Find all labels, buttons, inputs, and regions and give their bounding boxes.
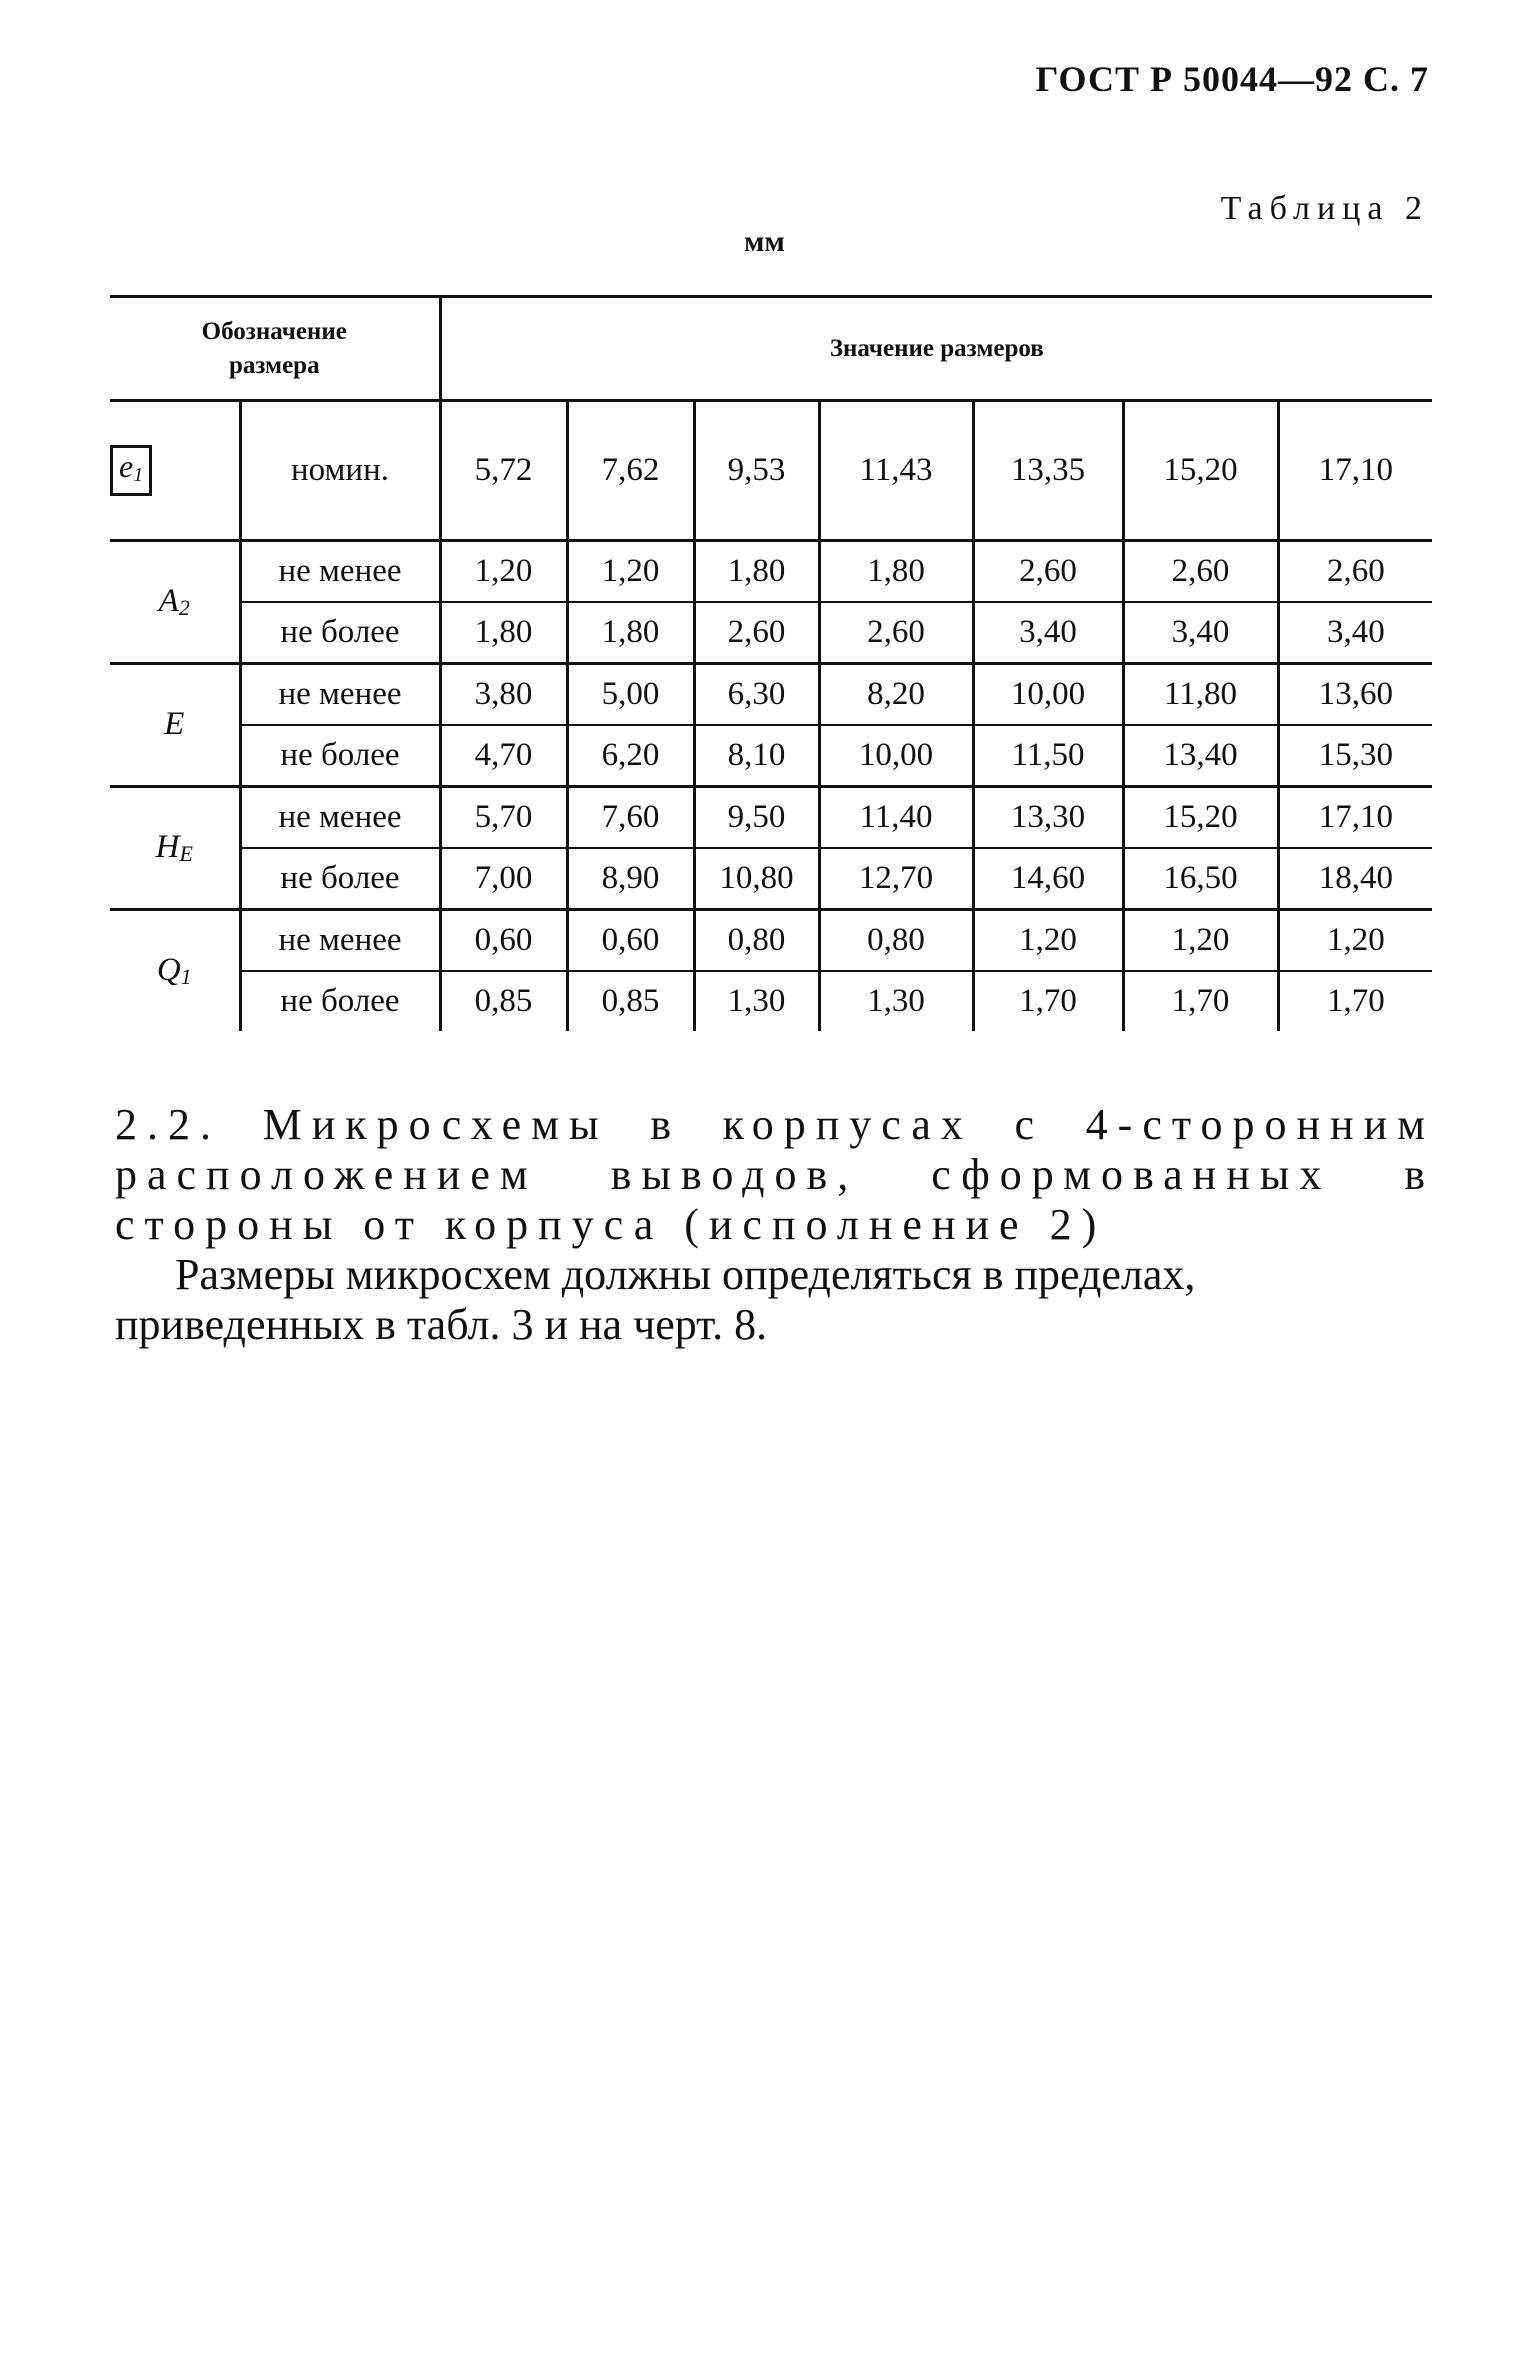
min-value: 11,80 xyxy=(1123,664,1278,726)
max-value: 0,85 xyxy=(440,971,567,1031)
max-value: 1,30 xyxy=(819,971,973,1031)
limit-label-max: не более xyxy=(240,725,440,787)
nominal-value: 11,43 xyxy=(819,401,973,541)
min-value: 5,00 xyxy=(567,664,694,726)
min-value: 0,80 xyxy=(694,910,819,972)
max-value: 1,70 xyxy=(973,971,1123,1031)
max-value: 18,40 xyxy=(1278,848,1432,910)
min-value: 1,20 xyxy=(567,541,694,603)
dimensions-table xyxy=(110,295,1432,1031)
min-value: 13,60 xyxy=(1278,664,1432,726)
max-value: 1,30 xyxy=(694,971,819,1031)
min-value: 2,60 xyxy=(1123,541,1278,603)
min-value: 1,20 xyxy=(973,910,1123,972)
max-value: 10,80 xyxy=(694,848,819,910)
min-value: 2,60 xyxy=(1278,541,1432,603)
nominal-value: 9,53 xyxy=(694,401,819,541)
nominal-label: номин. xyxy=(240,401,440,541)
max-value: 7,00 xyxy=(440,848,567,910)
min-value: 1,80 xyxy=(819,541,973,603)
max-value: 8,10 xyxy=(694,725,819,787)
max-value: 1,80 xyxy=(440,602,567,664)
table-row xyxy=(110,602,1432,664)
min-value: 13,30 xyxy=(973,787,1123,849)
max-value: 8,90 xyxy=(567,848,694,910)
min-value: 5,70 xyxy=(440,787,567,849)
max-value: 13,40 xyxy=(1123,725,1278,787)
table-row xyxy=(110,787,1432,849)
min-value: 11,40 xyxy=(819,787,973,849)
min-value: 8,20 xyxy=(819,664,973,726)
nominal-value: 15,20 xyxy=(1123,401,1278,541)
limit-label-max: не более xyxy=(240,971,440,1031)
nominal-value: 17,10 xyxy=(1278,401,1432,541)
max-value: 4,70 xyxy=(440,725,567,787)
header-values: Значение размеров xyxy=(440,297,1432,401)
min-value: 0,60 xyxy=(440,910,567,972)
max-value: 16,50 xyxy=(1123,848,1278,910)
nominal-row xyxy=(110,401,1432,541)
max-value: 1,70 xyxy=(1123,971,1278,1031)
max-value: 11,50 xyxy=(973,725,1123,787)
table-row xyxy=(110,664,1432,726)
min-value: 10,00 xyxy=(973,664,1123,726)
nominal-value: 5,72 xyxy=(440,401,567,541)
min-value: 0,60 xyxy=(567,910,694,972)
dimension-symbol: $H_E$ xyxy=(110,787,240,910)
max-value: 10,00 xyxy=(819,725,973,787)
min-value: 1,80 xyxy=(694,541,819,603)
table-title: Таблица 2 xyxy=(1220,190,1429,227)
max-value: 2,60 xyxy=(694,602,819,664)
section-body: Размеры микросхем должны определяться в пределах, приведенных в табл. 3 и на черт. 8. xyxy=(115,1250,1196,1349)
limit-label-max: не более xyxy=(240,848,440,910)
table-row xyxy=(110,541,1432,603)
header-designation: Обозначение размера xyxy=(201,317,347,379)
e1-boxed-symbol: $e_1$ xyxy=(110,445,152,496)
max-value: 1,80 xyxy=(567,602,694,664)
limit-label-min: не менее xyxy=(240,910,440,972)
nominal-value: 7,62 xyxy=(567,401,694,541)
limit-label-min: не менее xyxy=(240,787,440,849)
dimension-symbol: $A_2$ xyxy=(158,583,190,620)
max-value: 3,40 xyxy=(1278,602,1432,664)
dimension-symbol: E xyxy=(110,664,240,787)
max-value: 15,30 xyxy=(1278,725,1432,787)
table-row xyxy=(110,971,1432,1031)
table-row xyxy=(110,848,1432,910)
limit-label-max: не более xyxy=(240,602,440,664)
min-value: 1,20 xyxy=(1123,910,1278,972)
nominal-symbol-cell xyxy=(110,401,240,541)
table-row xyxy=(110,725,1432,787)
min-value: 0,80 xyxy=(819,910,973,972)
min-value: 1,20 xyxy=(440,541,567,603)
min-value: 2,60 xyxy=(973,541,1123,603)
max-value: 14,60 xyxy=(973,848,1123,910)
min-value: 1,20 xyxy=(1278,910,1432,972)
min-value: 15,20 xyxy=(1123,787,1278,849)
page-header: ГОСТ Р 50044—92 С. 7 xyxy=(1035,59,1429,99)
max-value: 3,40 xyxy=(1123,602,1278,664)
limit-label-min: не менее xyxy=(240,541,440,603)
min-value: 17,10 xyxy=(1278,787,1432,849)
min-value: 6,30 xyxy=(694,664,819,726)
table-header-row xyxy=(110,297,1432,401)
dimension-symbol: $Q_1$ xyxy=(110,910,240,1032)
max-value: 12,70 xyxy=(819,848,973,910)
min-value: 3,80 xyxy=(440,664,567,726)
limit-label-min: не менее xyxy=(240,664,440,726)
table-unit: мм xyxy=(744,225,785,258)
max-value: 1,70 xyxy=(1278,971,1432,1031)
max-value: 0,85 xyxy=(567,971,694,1031)
table-row xyxy=(110,910,1432,972)
nominal-value: 13,35 xyxy=(973,401,1123,541)
min-value: 7,60 xyxy=(567,787,694,849)
max-value: 6,20 xyxy=(567,725,694,787)
max-value: 2,60 xyxy=(819,602,973,664)
max-value: 3,40 xyxy=(973,602,1123,664)
min-value: 9,50 xyxy=(694,787,819,849)
section-title: 2.2. Микросхемы в корпусах с 4-сторонним расположением выводов, сформованных в стороны от корпуса (исполнение 2) xyxy=(115,1100,1435,1249)
